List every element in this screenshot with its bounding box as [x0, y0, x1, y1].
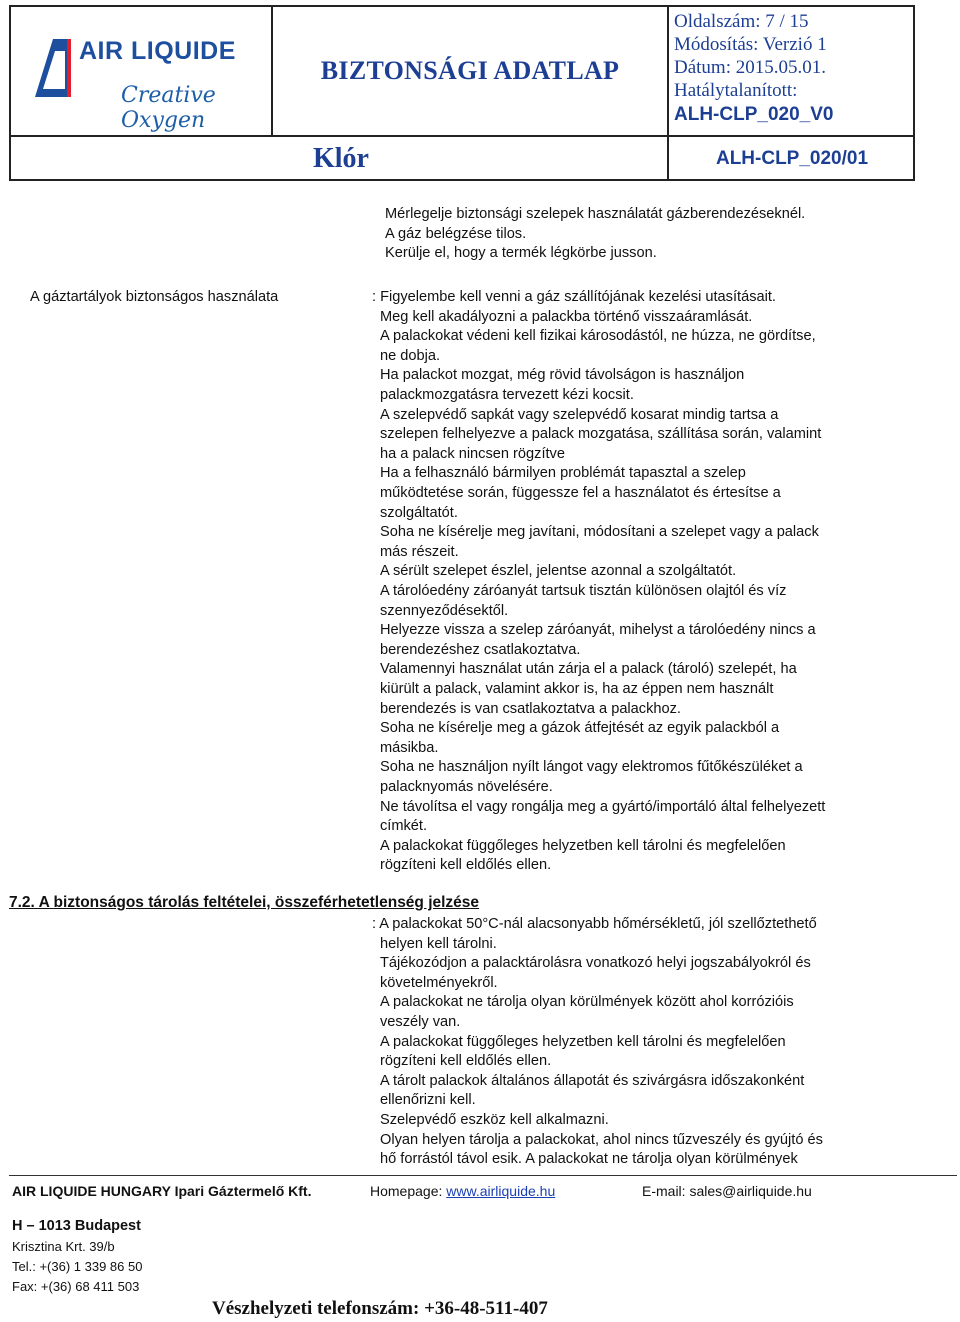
- footer-emergency-phone: Vészhelyzeti telefonszám: +36-48-511-407: [212, 1298, 548, 1319]
- text-line: helyen kell tárolni.: [380, 935, 497, 952]
- supersedes-code: ALH-CLP_020_V0: [674, 104, 834, 125]
- text-line: Ha palackot mozgat, még rövid távolságon is használjon: [380, 367, 745, 384]
- title-cell: [273, 7, 669, 137]
- text-line: címkét.: [380, 818, 428, 835]
- text-line: palackmozgatásra tervezett kézi kocsit.: [380, 387, 634, 403]
- text-line: A tárolt palackok általános állapotát és szivárgásra időszakonként: [380, 1072, 805, 1089]
- text-line: : A palackokat 50°C-nál alacsonyabb hőmérsékletű, jól szellőztethető: [372, 916, 817, 932]
- air-liquide-logo-icon: [33, 37, 73, 99]
- text-line: A szelepvédő sapkát vagy szelepvédő kosarat mindig tartsa a: [380, 406, 779, 423]
- logo-text: AIR LIQUIDE: [79, 37, 236, 65]
- text-line: veszély van.: [380, 1014, 461, 1030]
- text-line: más részeit.: [380, 543, 459, 560]
- text-line: szolgáltatót.: [380, 504, 458, 521]
- page-number: Oldalszám: 7 / 15: [674, 11, 809, 32]
- footer-company: AIR LIQUIDE HUNGARY Ipari Gáztermelő Kft.: [12, 1183, 312, 1199]
- code-cell: [669, 137, 915, 181]
- text-line: hő forrástól távol esik. A palackokat ne tárolja olyan körülmények: [380, 1151, 798, 1168]
- handling-label: A gáztartályok biztonságos használata: [30, 289, 279, 305]
- footer-tel: Tel.: +(36) 1 339 86 50: [12, 1259, 143, 1274]
- text-line: palacknyomás növelésére.: [380, 779, 553, 795]
- text-line: ne dobja.: [380, 347, 441, 364]
- document-code: ALH-CLP_020/01: [715, 148, 869, 169]
- text-line: Szelepvédő eszköz kell alkalmazni.: [380, 1112, 609, 1128]
- text-line: A palackokat védeni kell fizikai károsodástól, ne húzza, ne gördítse,: [380, 328, 816, 345]
- footer-street: Krisztina Krt. 39/b: [12, 1239, 115, 1254]
- text-line: ellenőrizni kell.: [380, 1092, 476, 1109]
- text-line: szennyeződésektől.: [380, 602, 509, 619]
- text-line: Valamennyi használat után zárja el a palack (tároló) szelepét, ha: [380, 661, 797, 678]
- text-line: kiürült a palack, valamint akkor is, ha az éppen nem használt: [380, 681, 774, 697]
- footer-city: H – 1013 Budapest: [12, 1218, 141, 1234]
- text-line: Olyan helyen tárolja a palackokat, ahol nincs tűzveszély és gyújtó és: [380, 1131, 823, 1148]
- text-line: működtetése során, függessze fel a használatot és értesítse a: [380, 485, 781, 501]
- text-line: Soha ne kísérelje meg a gázok átfejtését az egyik palackból a: [380, 720, 780, 737]
- document-title: BIZTONSÁGI ADATLAP: [320, 56, 620, 85]
- text-line: ha a palack nincsen rögzítve: [380, 445, 565, 462]
- text-line: A palackokat függőleges helyzetben kell tárolni és megfelelően: [380, 1033, 786, 1050]
- text-line: Soha ne használjon nyílt lángot vagy elektromos fűtőkészüléket a: [380, 759, 803, 776]
- logo-tagline: Creative Oxygen: [121, 83, 216, 133]
- text-line: Ha a felhasználó bármilyen problémát tapasztal a szelep: [380, 465, 746, 482]
- product-cell: [273, 137, 669, 181]
- text-line: berendezéshez csatlakoztatva.: [380, 641, 581, 658]
- revision: Módosítás: Verzió 1: [674, 34, 827, 55]
- text-line: A sérült szelepet észlel, jelentse azonnal a szolgáltatót.: [380, 563, 737, 580]
- product-name: Klór: [313, 143, 369, 174]
- text-line: másikba.: [380, 739, 439, 756]
- text-line: A tárolóedény záróanyát tartsuk tisztán különösen olajtól és víz: [380, 583, 787, 599]
- text-line: Mérlegelje biztonsági szelepek használatát gázberendezéseknél.: [385, 206, 806, 222]
- text-line: szelepen felhelyezve a palack mozgatása, szállítása során, valamint: [380, 426, 822, 443]
- section-7-2-heading: 7.2. A biztonságos tárolás feltételei, összeférhetetlenség jelzése: [9, 894, 480, 911]
- supersedes-label: Hatálytalanított:: [674, 80, 798, 101]
- footer-homepage: [370, 1183, 555, 1199]
- text-line: Kerülje el, hogy a termék légkörbe jusson.: [385, 245, 657, 262]
- date: Dátum: 2015.05.01.: [674, 57, 826, 78]
- text-line: A gáz belégzése tilos.: [385, 225, 527, 242]
- text-line: A palackokat ne tárolja olyan körülmények között ahol korrózióis: [380, 994, 794, 1011]
- text-line: A palackokat függőleges helyzetben kell tárolni és megfelelően: [380, 837, 786, 854]
- footer-divider: [9, 1175, 957, 1176]
- homepage-link[interactable]: www.airliquide.hu: [446, 1183, 556, 1199]
- footer-email: E-mail: sales@airliquide.hu: [642, 1183, 812, 1199]
- text-line: Ne távolítsa el vagy rongálja meg a gyártó/importáló által felhelyezett: [380, 798, 826, 815]
- text-line: berendezés is van csatlakoztatva a palackhoz.: [380, 700, 681, 717]
- text-line: követelményekről.: [380, 974, 498, 991]
- logo-cell: [11, 7, 273, 137]
- text-line: Soha ne kísérelje meg javítani, módosítani a szelepet vagy a palack: [380, 524, 819, 541]
- footer-fax: Fax: +(36) 68 411 503: [12, 1279, 140, 1294]
- text-line: rögzíteni kell eldőlés ellen.: [380, 1053, 552, 1070]
- document-header: [9, 5, 915, 181]
- text-line: Meg kell akadályozni a palackba történő visszaáramlását.: [380, 308, 753, 325]
- text-line: rögzíteni kell eldőlés ellen.: [380, 857, 552, 874]
- text-line: : Figyelembe kell venni a gáz szállítójának kezelési utasításait.: [372, 289, 776, 305]
- homepage-label: Homepage:: [370, 1183, 447, 1199]
- info-cell: [669, 7, 915, 137]
- text-line: Helyezze vissza a szelep záróanyát, mihelyst a tárolóedény nincs a: [380, 622, 816, 639]
- text-line: Tájékozódjon a palacktárolásra vonatkozó helyi jogszabályokról és: [380, 955, 811, 972]
